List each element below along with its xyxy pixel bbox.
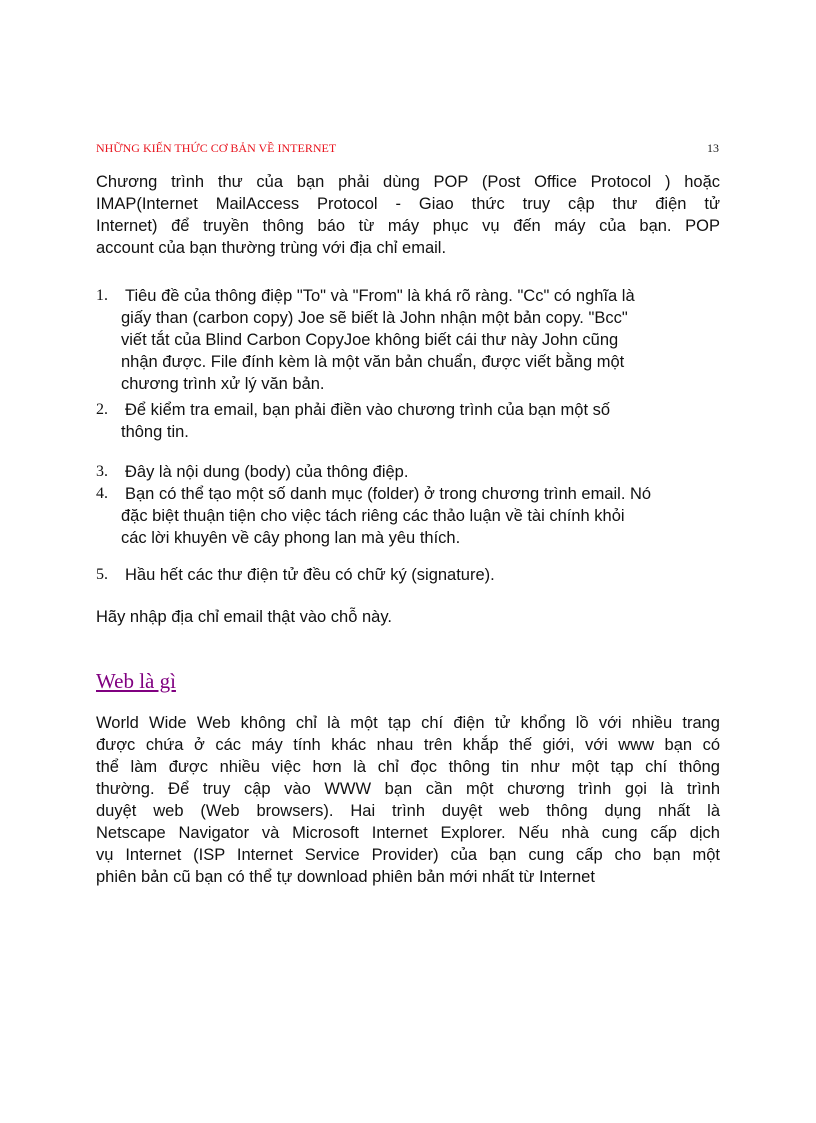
list-number: 3. (96, 463, 108, 480)
text-line: Tiêu đề của thông điệp "To" và "From" là khá rõ ràng. "Cc" có nghĩa là (125, 287, 635, 305)
note-text: Hãy nhập địa chỉ email thật vào chỗ này. (96, 608, 392, 626)
web-paragraph (96, 712, 720, 888)
text-line: Đây là nội dung (body) của thông điệp. (125, 463, 409, 481)
text-line: account của bạn thường trùng với địa chỉ email. (96, 239, 447, 257)
list-item (96, 399, 736, 443)
list-item (96, 564, 736, 586)
running-header-title: NHỮNG KIẾN THỨC CƠ BẢN VỀ INTERNET (96, 141, 337, 155)
section-heading-link[interactable]: Web là gì (96, 669, 176, 693)
text-line: Bạn có thể tạo một số danh mục (folder) ở trong chương trình email. Nó (125, 485, 652, 503)
text-line: được chứa ở các máy tính khác nhau trên khắp thế giới, với www bạn có (96, 736, 720, 754)
text-line: viết tắt của Blind Carbon CopyJoe không biết cái thư này John cũng (121, 331, 619, 349)
text-line: Hầu hết các thư điện tử đều có chữ ký (signature). (125, 566, 495, 584)
text-line: thường. Để truy cập vào WWW bạn cần một chương trình gọi là trình (96, 780, 720, 798)
text-line: đặc biệt thuận tiện cho việc tách riêng các thảo luận về tài chính khỏi (121, 507, 625, 525)
list-item (96, 461, 736, 483)
text-line: Chương trình thư của bạn phải dùng POP (Post Office Protocol ) hoặc (96, 173, 720, 191)
list-item (96, 285, 736, 395)
list-number: 5. (96, 566, 108, 583)
list-number: 1. (96, 287, 108, 304)
text-line: IMAP(Internet MailAccess Protocol - Giao thức truy cập thư điện tử (96, 195, 720, 213)
text-line: giấy than (carbon copy) Joe sẽ biết là John nhận một bản copy. "Bcc" (121, 309, 628, 327)
text-line: vụ Internet (ISP Internet Service Provider) của bạn cung cấp cho bạn một (96, 846, 720, 864)
text-line: Netscape Navigator và Microsoft Internet Explorer. Nếu nhà cung cấp dịch (96, 824, 720, 842)
intro-paragraph (96, 171, 720, 259)
text-line: phiên bản cũ bạn có thể tự download phiên bản mới nhất từ Internet (96, 868, 595, 886)
text-line: chương trình xử lý văn bản. (121, 375, 325, 393)
text-line: Internet) để truyền thông báo từ máy phục vụ đến máy của bạn. POP (96, 217, 720, 235)
text-line: World Wide Web không chỉ là một tạp chí điện tử khổng lồ với nhiều trang (96, 714, 720, 732)
text-line: duyệt web (Web browsers). Hai trình duyệt web thông dụng nhất là (96, 802, 720, 820)
text-line: nhận được. File đính kèm là một văn bản chuẩn, được viết bằng một (121, 353, 625, 371)
list-number: 4. (96, 485, 108, 502)
text-line: thông tin. (121, 423, 189, 441)
text-line: thể làm được nhiều việc hơn là chỉ đọc thông tin như một tạp chí thông (96, 758, 720, 776)
page-number: 13 (707, 141, 719, 155)
list-number: 2. (96, 401, 108, 418)
text-line: Để kiểm tra email, bạn phải điền vào chương trình của bạn một số (125, 401, 611, 419)
list-item (96, 483, 736, 549)
text-line: các lời khuyên về cây phong lan mà yêu thích. (121, 529, 461, 547)
